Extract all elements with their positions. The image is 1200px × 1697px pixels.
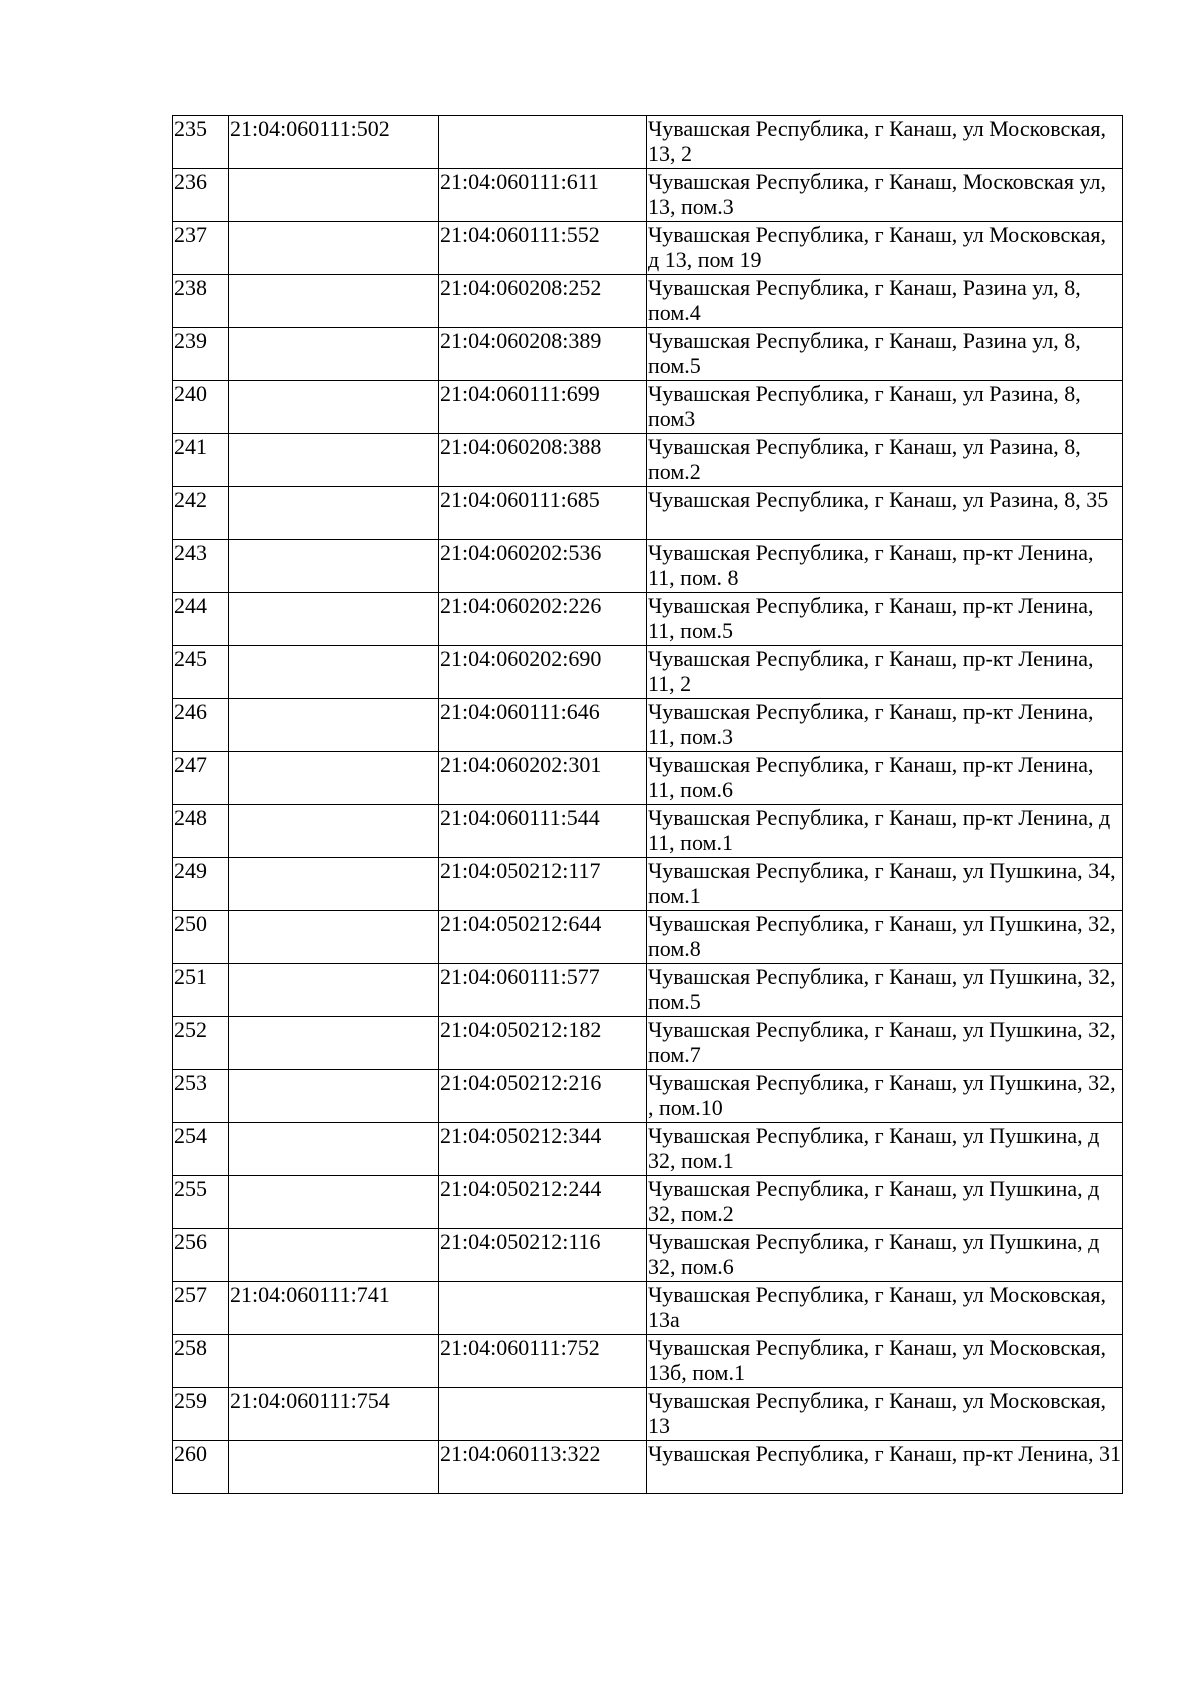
table-row bbox=[173, 699, 1123, 752]
row-number-cell: 260 bbox=[173, 1441, 229, 1494]
address-cell: Чувашская Республика, г Канаш, ул Пушкина, 32, пом.5 bbox=[647, 964, 1123, 1017]
room-cadastral-number-cell: 21:04:060111:646 bbox=[439, 699, 647, 752]
room-cadastral-number-cell: 21:04:060202:226 bbox=[439, 593, 647, 646]
room-cadastral-number-cell bbox=[439, 116, 647, 169]
row-number-cell: 248 bbox=[173, 805, 229, 858]
table-row bbox=[173, 222, 1123, 275]
room-cadastral-number-cell: 21:04:050212:216 bbox=[439, 1070, 647, 1123]
address-cell: Чувашская Республика, г Канаш, ул Разина, 8, 35 bbox=[647, 487, 1123, 540]
row-number-cell: 257 bbox=[173, 1282, 229, 1335]
building-cadastral-number-cell bbox=[229, 964, 439, 1017]
room-cadastral-number-cell: 21:04:050212:116 bbox=[439, 1229, 647, 1282]
building-cadastral-number-cell bbox=[229, 169, 439, 222]
row-number-cell: 236 bbox=[173, 169, 229, 222]
address-cell: Чувашская Республика, г Канаш, ул Пушкина, д 32, пом.1 bbox=[647, 1123, 1123, 1176]
table-row bbox=[173, 328, 1123, 381]
building-cadastral-number-cell bbox=[229, 275, 439, 328]
address-cell: Чувашская Республика, г Канаш, ул Пушкина, д 32, пом.6 bbox=[647, 1229, 1123, 1282]
room-cadastral-number-cell: 21:04:050212:244 bbox=[439, 1176, 647, 1229]
table-row bbox=[173, 1123, 1123, 1176]
building-cadastral-number-cell bbox=[229, 1070, 439, 1123]
table-row bbox=[173, 1017, 1123, 1070]
room-cadastral-number-cell: 21:04:060208:389 bbox=[439, 328, 647, 381]
row-number-cell: 246 bbox=[173, 699, 229, 752]
building-cadastral-number-cell bbox=[229, 381, 439, 434]
address-cell: Чувашская Республика, г Канаш, Разина ул, 8, пом.5 bbox=[647, 328, 1123, 381]
building-cadastral-number-cell bbox=[229, 1123, 439, 1176]
room-cadastral-number-cell: 21:04:060111:544 bbox=[439, 805, 647, 858]
row-number-cell: 259 bbox=[173, 1388, 229, 1441]
building-cadastral-number-cell bbox=[229, 593, 439, 646]
address-cell: Чувашская Республика, г Канаш, Разина ул, 8, пом.4 bbox=[647, 275, 1123, 328]
table-row bbox=[173, 805, 1123, 858]
address-cell: Чувашская Республика, г Канаш, ул Пушкина, 32, пом.7 bbox=[647, 1017, 1123, 1070]
room-cadastral-number-cell: 21:04:060111:552 bbox=[439, 222, 647, 275]
building-cadastral-number-cell bbox=[229, 1229, 439, 1282]
building-cadastral-number-cell bbox=[229, 699, 439, 752]
room-cadastral-number-cell bbox=[439, 1282, 647, 1335]
address-cell: Чувашская Республика, г Канаш, ул Пушкина, д 32, пом.2 bbox=[647, 1176, 1123, 1229]
table-row bbox=[173, 1388, 1123, 1441]
building-cadastral-number-cell: 21:04:060111:502 bbox=[229, 116, 439, 169]
table-row bbox=[173, 540, 1123, 593]
address-cell: Чувашская Республика, г Канаш, ул Разина, 8, пом.2 bbox=[647, 434, 1123, 487]
room-cadastral-number-cell: 21:04:060111:752 bbox=[439, 1335, 647, 1388]
room-cadastral-number-cell: 21:04:060202:536 bbox=[439, 540, 647, 593]
row-number-cell: 256 bbox=[173, 1229, 229, 1282]
table-row bbox=[173, 964, 1123, 1017]
address-cell: Чувашская Республика, г Канаш, пр-кт Ленина, 31 bbox=[647, 1441, 1123, 1494]
room-cadastral-number-cell bbox=[439, 1388, 647, 1441]
address-cell: Чувашская Республика, г Канаш, ул Московская, д 13, пом 19 bbox=[647, 222, 1123, 275]
building-cadastral-number-cell bbox=[229, 646, 439, 699]
table-row bbox=[173, 275, 1123, 328]
row-number-cell: 247 bbox=[173, 752, 229, 805]
address-cell: Чувашская Республика, г Канаш, пр-кт Ленина, 11, пом. 8 bbox=[647, 540, 1123, 593]
row-number-cell: 238 bbox=[173, 275, 229, 328]
table-row bbox=[173, 1229, 1123, 1282]
building-cadastral-number-cell bbox=[229, 540, 439, 593]
table-row bbox=[173, 593, 1123, 646]
room-cadastral-number-cell: 21:04:060111:685 bbox=[439, 487, 647, 540]
table-row bbox=[173, 646, 1123, 699]
room-cadastral-number-cell: 21:04:060202:301 bbox=[439, 752, 647, 805]
row-number-cell: 251 bbox=[173, 964, 229, 1017]
row-number-cell: 241 bbox=[173, 434, 229, 487]
room-cadastral-number-cell: 21:04:060111:577 bbox=[439, 964, 647, 1017]
table-row bbox=[173, 116, 1123, 169]
table-row bbox=[173, 169, 1123, 222]
table-row bbox=[173, 911, 1123, 964]
room-cadastral-number-cell: 21:04:060111:699 bbox=[439, 381, 647, 434]
room-cadastral-number-cell: 21:04:050212:182 bbox=[439, 1017, 647, 1070]
building-cadastral-number-cell bbox=[229, 911, 439, 964]
room-cadastral-number-cell: 21:04:060111:611 bbox=[439, 169, 647, 222]
building-cadastral-number-cell: 21:04:060111:741 bbox=[229, 1282, 439, 1335]
property-table bbox=[172, 115, 1123, 1494]
row-number-cell: 253 bbox=[173, 1070, 229, 1123]
row-number-cell: 244 bbox=[173, 593, 229, 646]
table-row bbox=[173, 1176, 1123, 1229]
address-cell: Чувашская Республика, г Канаш, ул Пушкина, 32, пом.8 bbox=[647, 911, 1123, 964]
building-cadastral-number-cell bbox=[229, 858, 439, 911]
table-row bbox=[173, 487, 1123, 540]
building-cadastral-number-cell bbox=[229, 1441, 439, 1494]
building-cadastral-number-cell: 21:04:060111:754 bbox=[229, 1388, 439, 1441]
address-cell: Чувашская Республика, г Канаш, ул Московская, 13, 2 bbox=[647, 116, 1123, 169]
room-cadastral-number-cell: 21:04:050212:644 bbox=[439, 911, 647, 964]
address-cell: Чувашская Республика, г Канаш, Московская ул, 13, пом.3 bbox=[647, 169, 1123, 222]
address-cell: Чувашская Республика, г Канаш, пр-кт Ленина, 11, пом.3 bbox=[647, 699, 1123, 752]
room-cadastral-number-cell: 21:04:060113:322 bbox=[439, 1441, 647, 1494]
building-cadastral-number-cell bbox=[229, 1335, 439, 1388]
row-number-cell: 255 bbox=[173, 1176, 229, 1229]
building-cadastral-number-cell bbox=[229, 328, 439, 381]
table-row bbox=[173, 381, 1123, 434]
building-cadastral-number-cell bbox=[229, 222, 439, 275]
table-row bbox=[173, 1335, 1123, 1388]
building-cadastral-number-cell bbox=[229, 434, 439, 487]
row-number-cell: 243 bbox=[173, 540, 229, 593]
row-number-cell: 237 bbox=[173, 222, 229, 275]
address-cell: Чувашская Республика, г Канаш, ул Московская, 13а bbox=[647, 1282, 1123, 1335]
address-cell: Чувашская Республика, г Канаш, пр-кт Ленина, д 11, пом.1 bbox=[647, 805, 1123, 858]
row-number-cell: 242 bbox=[173, 487, 229, 540]
row-number-cell: 250 bbox=[173, 911, 229, 964]
address-cell: Чувашская Республика, г Канаш, пр-кт Ленина, 11, пом.5 bbox=[647, 593, 1123, 646]
address-cell: Чувашская Республика, г Канаш, ул Московская, 13 bbox=[647, 1388, 1123, 1441]
building-cadastral-number-cell bbox=[229, 752, 439, 805]
address-cell: Чувашская Республика, г Канаш, ул Разина, 8, пом3 bbox=[647, 381, 1123, 434]
table-row bbox=[173, 858, 1123, 911]
table-row bbox=[173, 434, 1123, 487]
row-number-cell: 254 bbox=[173, 1123, 229, 1176]
building-cadastral-number-cell bbox=[229, 805, 439, 858]
row-number-cell: 235 bbox=[173, 116, 229, 169]
address-cell: Чувашская Республика, г Канаш, ул Московская, 13б, пом.1 bbox=[647, 1335, 1123, 1388]
row-number-cell: 239 bbox=[173, 328, 229, 381]
table-row bbox=[173, 752, 1123, 805]
building-cadastral-number-cell bbox=[229, 1017, 439, 1070]
row-number-cell: 249 bbox=[173, 858, 229, 911]
row-number-cell: 240 bbox=[173, 381, 229, 434]
building-cadastral-number-cell bbox=[229, 1176, 439, 1229]
table-row bbox=[173, 1070, 1123, 1123]
room-cadastral-number-cell: 21:04:060208:388 bbox=[439, 434, 647, 487]
room-cadastral-number-cell: 21:04:050212:344 bbox=[439, 1123, 647, 1176]
address-cell: Чувашская Республика, г Канаш, ул Пушкина, 32, , пом.10 bbox=[647, 1070, 1123, 1123]
row-number-cell: 252 bbox=[173, 1017, 229, 1070]
address-cell: Чувашская Республика, г Канаш, пр-кт Ленина, 11, пом.6 bbox=[647, 752, 1123, 805]
row-number-cell: 258 bbox=[173, 1335, 229, 1388]
address-cell: Чувашская Республика, г Канаш, пр-кт Ленина, 11, 2 bbox=[647, 646, 1123, 699]
room-cadastral-number-cell: 21:04:060202:690 bbox=[439, 646, 647, 699]
row-number-cell: 245 bbox=[173, 646, 229, 699]
table-row bbox=[173, 1282, 1123, 1335]
building-cadastral-number-cell bbox=[229, 487, 439, 540]
room-cadastral-number-cell: 21:04:050212:117 bbox=[439, 858, 647, 911]
table-row bbox=[173, 1441, 1123, 1494]
room-cadastral-number-cell: 21:04:060208:252 bbox=[439, 275, 647, 328]
address-cell: Чувашская Республика, г Канаш, ул Пушкина, 34, пом.1 bbox=[647, 858, 1123, 911]
